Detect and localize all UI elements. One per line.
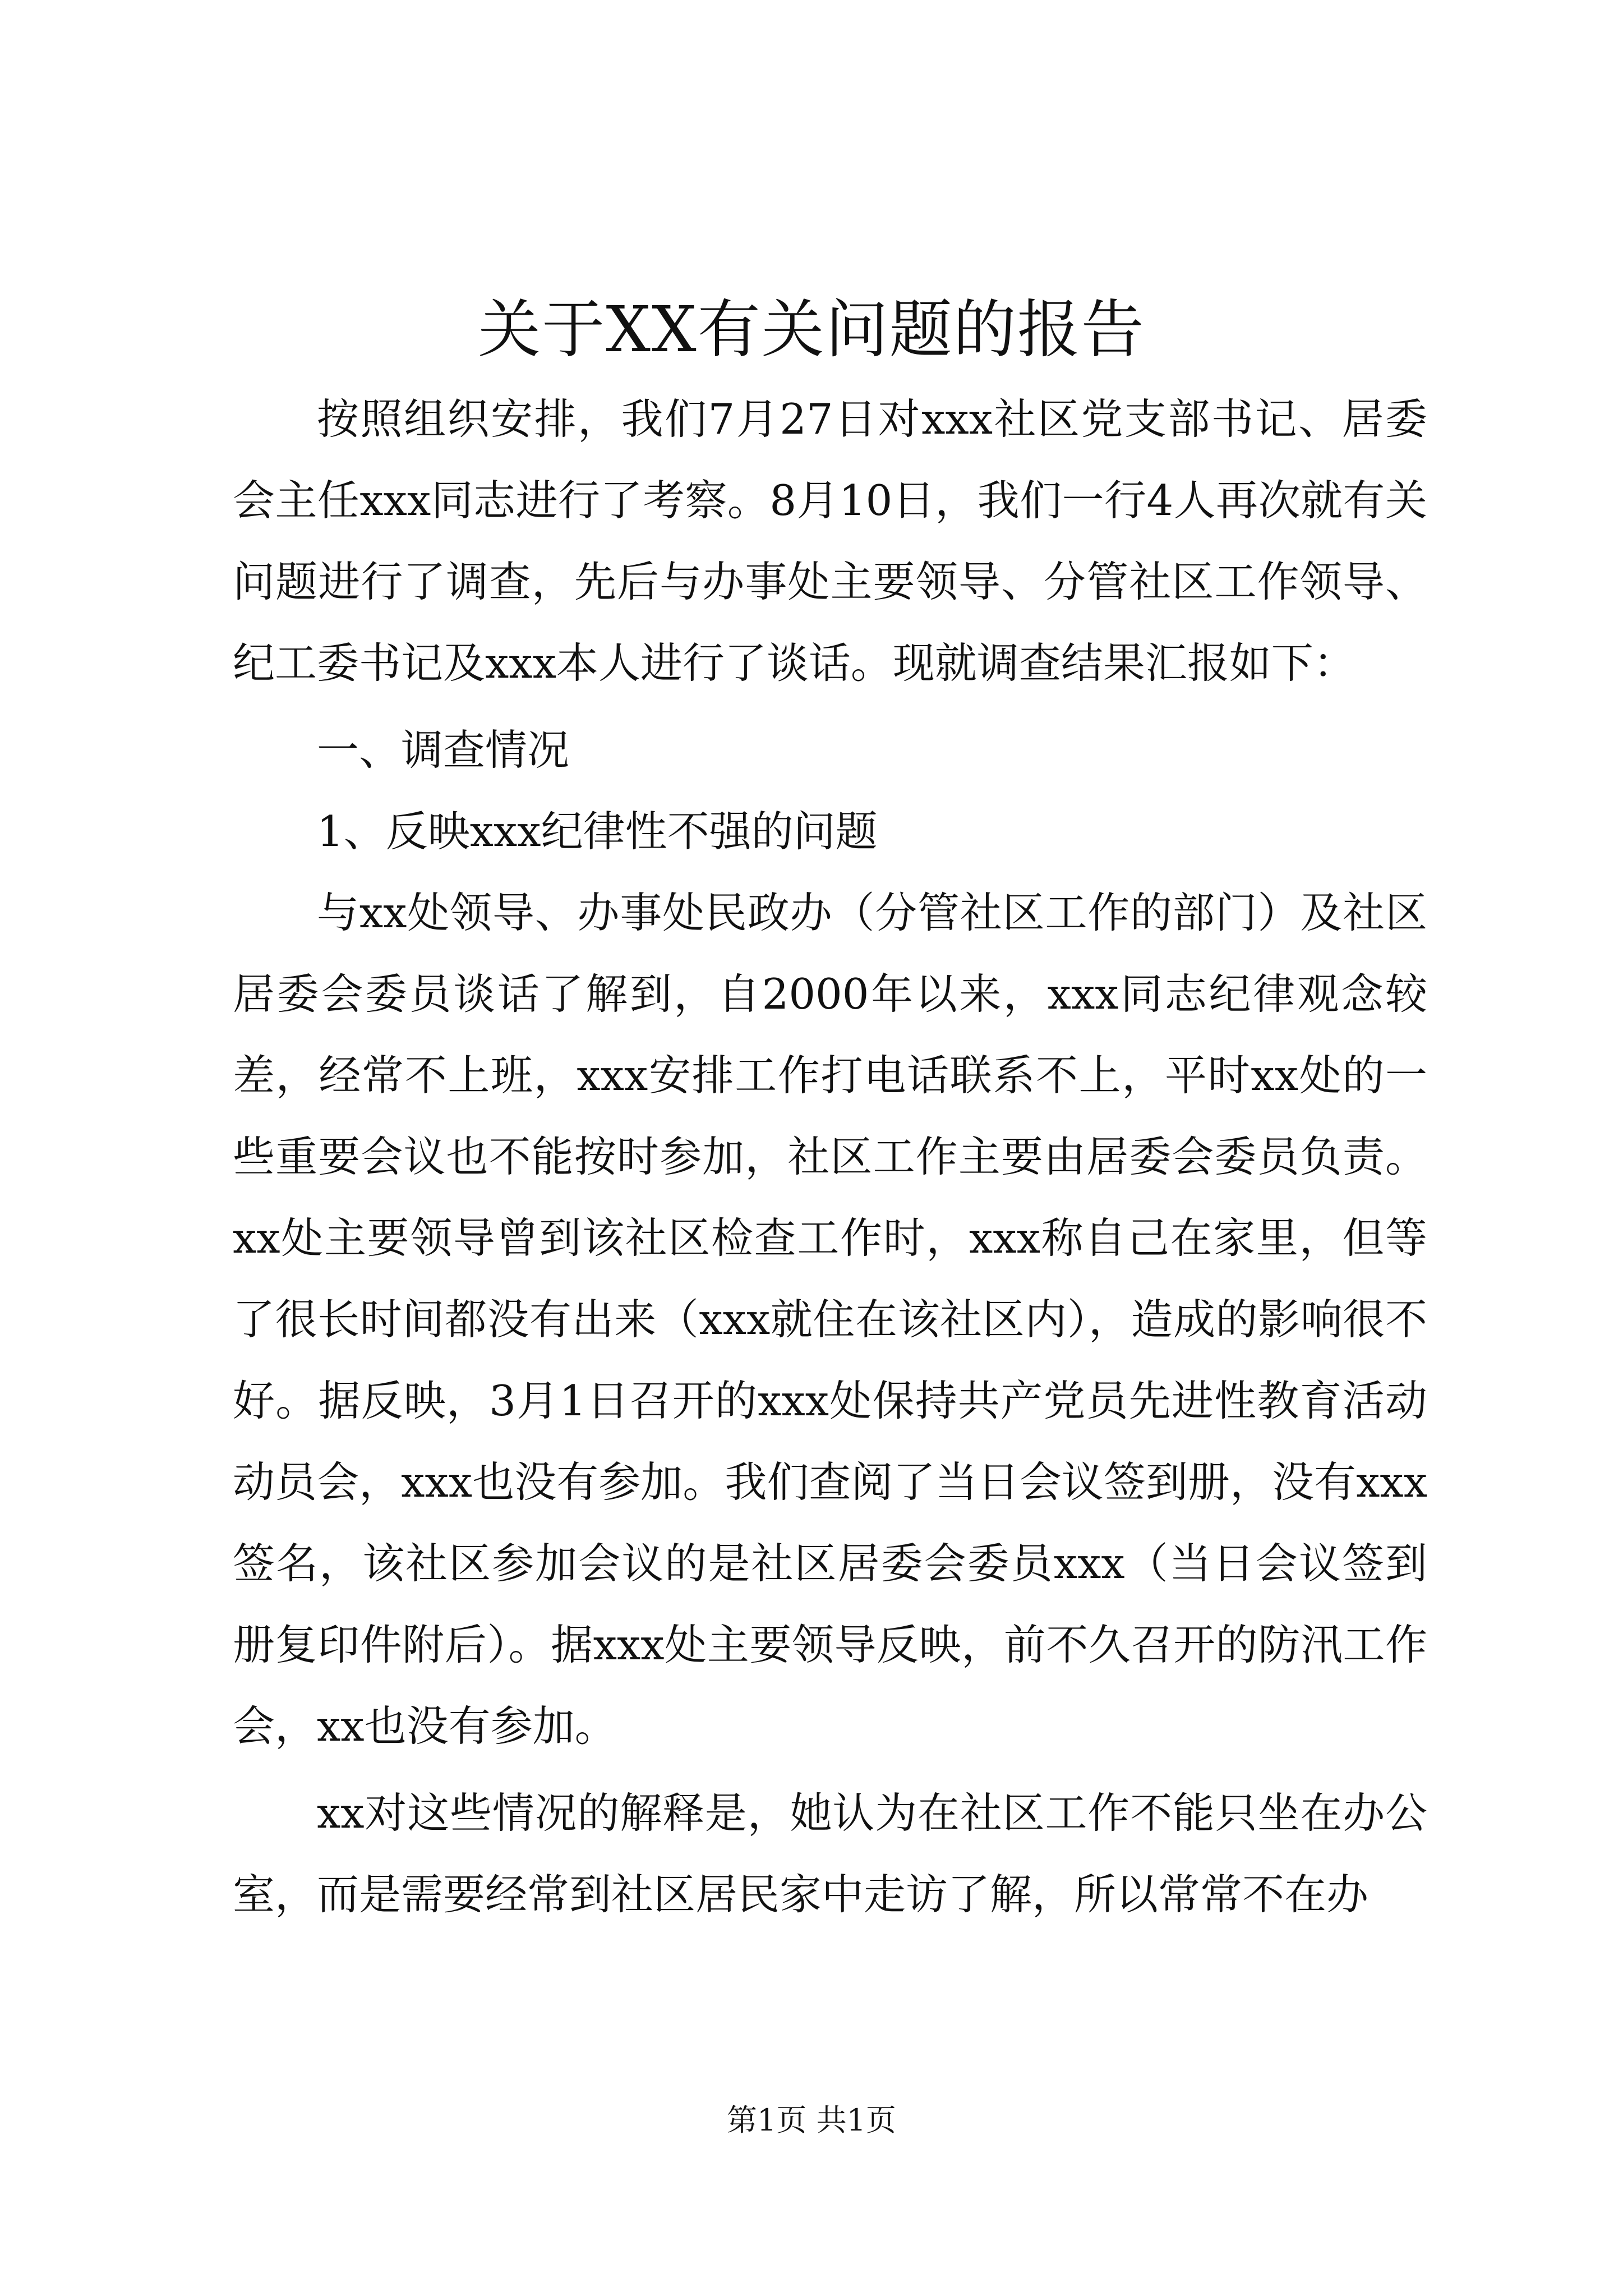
document-body (233, 379, 1427, 1935)
paragraph-intro: 按照组织安排，我们7月27日对xxx社区党支部书记、居委会主任xxx同志进行了考察。8月10日，我们一行4人再次就有关问题进行了调查，先后与办事处主要领导、分管社区工作领导、纪工委书记及xxx本人进行了谈话。现就调查结果汇报如下： (233, 394, 1427, 688)
page-number-footer: 第1页 共1页 (727, 2102, 896, 2138)
paragraph-explanation: xx对这些情况的解释是，她认为在社区工作不能只坐在办公室，而是需要经常到社区居民家中走访了解，所以常常不在办 (233, 1788, 1427, 1919)
paragraph-findings: 与xx处领导、办事处民政办（分管社区工作的部门）及社区居委会委员谈话了解到，自2000年以来，xxx同志纪律观念较差，经常不上班，xxx安排工作打电话联系不上，平时xx处的一些重要会议也不能按时参加，社区工作主要由居委会委员负责。xx处主要领导曾到该社区检查工作时，xxx称自己在家里，但等了很长时间都没有出来（xxx就住在该社区内），造成的影响很不好。据反映，3月1日召开的xxx处保持共产党员先进性教育活动动员会，xxx也没有参加。我们查阅了当日会议签到册，没有xxx签名，该社区参加会议的是社区居委会委员xxx（当日会议签到册复印件附后）。据xxx处主要领导反映，前不久召开的防汛工作会，xx也没有参加。 (233, 888, 1427, 1751)
subsection-heading-discipline: 1、反映xxx纪律性不强的问题 (317, 807, 878, 856)
document-title: 关于XX有关问题的报告 (478, 293, 1145, 366)
section-heading-investigation: 一、调查情况 (317, 725, 570, 775)
